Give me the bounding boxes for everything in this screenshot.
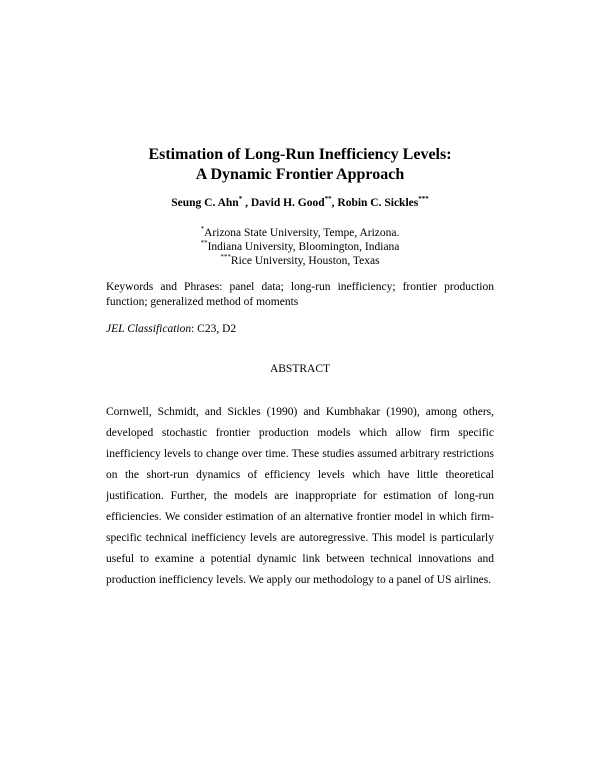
jel-value: : C23, D2 xyxy=(191,323,237,335)
author-mark: *** xyxy=(418,195,429,204)
title-line-2: A Dynamic Frontier Approach xyxy=(195,166,405,183)
affiliation-mark: *** xyxy=(220,253,231,262)
abstract-line: useful to examine a potential dynamic link between technical innovations and xyxy=(106,553,494,565)
abstract-line: justification. Further, the models are inappropriate for estimation of long-run xyxy=(106,490,494,502)
abstract-body xyxy=(106,402,494,591)
affiliation-mark: ** xyxy=(200,239,208,248)
abstract-line: efficiencies. We consider estimation of an alternative frontier model in which firm- xyxy=(106,511,494,523)
abstract-heading: ABSTRACT xyxy=(269,363,331,375)
affiliation xyxy=(0,226,600,241)
affiliation-text: Rice University, Houston, Texas xyxy=(230,255,380,267)
affiliation-mark: * xyxy=(200,225,205,234)
author-list: Seung C. Ahn* , David H. Good**, Robin C. Sickles*** xyxy=(171,195,429,209)
author-mark: * xyxy=(238,195,243,204)
abstract-line: developed stochastic frontier production models which allow firm specific xyxy=(106,427,494,439)
affiliation xyxy=(0,240,600,255)
abstract-line: on the short-run dynamics of efficiency levels which have little theoretical xyxy=(106,469,494,481)
author-name: Seung C. Ahn xyxy=(171,197,239,209)
title-line-1: Estimation of Long-Run Inefficiency Levels: xyxy=(148,146,452,163)
affiliation-text: Arizona State University, Tempe, Arizona. xyxy=(204,227,400,239)
jel-label: JEL Classification xyxy=(106,323,192,335)
author-name: David H. Good xyxy=(250,197,325,209)
abstract-line: specific technical inefficiency levels are autoregressive. This model is particularly xyxy=(106,532,494,544)
keywords-line: function; generalized method of moments xyxy=(106,295,299,308)
abstract-line: Cornwell, Schmidt, and Sickles (1990) and Kumbhakar (1990), among others, xyxy=(106,406,494,418)
jel-classification xyxy=(106,322,494,336)
author-name: Robin C. Sickles xyxy=(337,197,419,209)
abstract-line: production inefficiency levels. We apply our methodology to a panel of US airlines. xyxy=(106,574,492,586)
author-mark: ** xyxy=(324,195,332,204)
keywords-line: Keywords and Phrases: panel data; long-run inefficiency; frontier production xyxy=(106,281,494,293)
abstract-line: inefficiency levels to change over time. These studies assumed arbitrary restrictions xyxy=(106,448,494,460)
affiliation-text: Indiana University, Bloomington, Indiana xyxy=(207,241,400,253)
keywords xyxy=(106,280,494,309)
affiliation xyxy=(0,254,600,269)
